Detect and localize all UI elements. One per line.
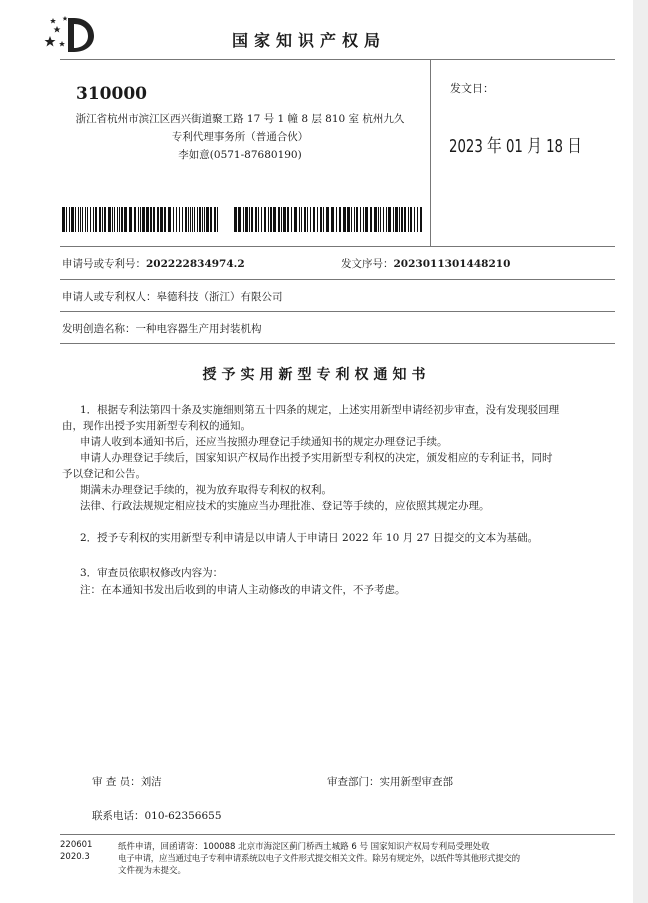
body-text: 予以登记和公告。: [62, 468, 146, 480]
invention-title: 发明创造名称：一种电容器生产用封装机构: [62, 323, 262, 335]
frame-top-line: [60, 59, 615, 60]
examiner: 审 查 员：刘洁: [92, 776, 162, 788]
office-name: 国家知识产权局: [232, 31, 387, 50]
body-text: 3．审查员依职权修改内容为：: [80, 567, 224, 579]
address-line: 浙江省杭州市滨江区西兴街道聚工路 17 号 1 幢 8 层 810 室 杭州九久: [75, 113, 405, 125]
footer-text: 电子申请，应当通过电子专利申请系统以电子文件形式提交相关文件。除另有规定外，以纸件等其他形式提交的: [118, 854, 520, 864]
serial-number: 发文序号：2023011301448210: [341, 258, 511, 270]
form-code: 220601: [60, 840, 93, 850]
body-text: 1．根据专利法第四十条及实施细则第五十四条的规定，上述实用新型申请经初步审查，没有发现驳回理: [80, 404, 560, 416]
row-line: [60, 246, 615, 247]
row-line: [60, 279, 615, 280]
examining-department: 审查部门：实用新型审查部: [327, 776, 453, 788]
postcode: 310000: [76, 84, 147, 104]
form-date: 2020.3: [60, 852, 90, 862]
row-line: [60, 343, 615, 344]
contact-phone: 联系电话：010-62356655: [92, 810, 222, 822]
frame-divider-line: [430, 59, 431, 246]
body-text: 期满未办理登记手续的，视为放弃取得专利权的权利。: [80, 484, 332, 496]
body-text: 由，现作出授予实用新型专利权的通知。: [62, 420, 251, 432]
footer-text: 文件视为未提交。: [118, 866, 187, 876]
footer-text: 纸件申请，回函请寄：100088 北京市海淀区蓟门桥西土城路 6 号 国家知识产权局专利局受理处收: [118, 842, 490, 852]
issue-date-value: 2023 年 01 月 18 日: [449, 136, 582, 157]
body-text: 法律、行政法规规定相应技术的实施应当办理批准、登记等手续的，应依照其规定办理。: [80, 500, 490, 512]
applicant: 申请人或专利权人：皋德科技（浙江）有限公司: [62, 291, 283, 303]
body-text: 申请人办理登记手续后，国家知识产权局作出授予实用新型专利权的决定，颁发相应的专利证书，同时: [80, 452, 553, 464]
row-line: [60, 311, 615, 312]
contact-line: 李如意(0571-87680190): [178, 149, 302, 161]
cnipa-logo-icon: [44, 14, 96, 54]
barcode: [234, 207, 424, 232]
page-margin-strip: [633, 0, 648, 903]
body-text: 2．授予专利权的实用新型专利申请是以申请人于申请日 2022 年 10 月 27 日提交的文本为基础。: [80, 532, 539, 544]
address-line: 专利代理事务所（普通合伙）: [171, 131, 309, 143]
notice-title: 授予实用新型专利权通知书: [202, 367, 431, 383]
body-text: 申请人收到本通知书后，还应当按照办理登记手续通知书的规定办理登记手续。: [80, 436, 448, 448]
barcode: [62, 207, 218, 232]
application-number: 申请号或专利号：202222834974.2: [62, 258, 245, 270]
footer-line: [60, 834, 615, 835]
issue-date-label: 发文日：: [450, 82, 494, 95]
body-text: 注：在本通知书发出后收到的申请人主动修改的申请文件，不予考虑。: [80, 584, 406, 596]
